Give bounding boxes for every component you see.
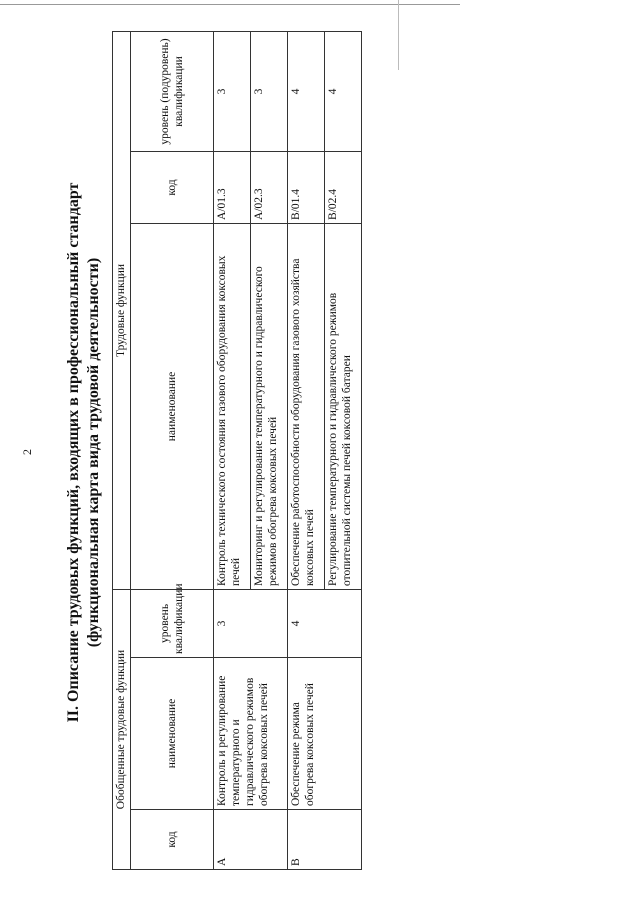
tf-level-cell: 3 <box>214 31 251 151</box>
group-generalized-header: Обобщенные трудовые функции <box>113 589 131 869</box>
table-row <box>214 31 251 869</box>
table-row <box>288 31 325 869</box>
gen-name-cell: Контроль и регулирование температурного и гидравлического режимов обогрева коксовых печей <box>214 658 288 810</box>
header-tf-name: наименование <box>131 223 214 589</box>
gen-level-cell: 4 <box>288 589 362 657</box>
header-tf-code: код <box>131 151 214 223</box>
tf-code-cell: B/01.4 <box>288 151 325 223</box>
gen-level-cell: 3 <box>214 589 288 657</box>
header-gen-level: уровень квалификации <box>131 589 214 657</box>
gen-name-cell: Обеспечение режима обогрева коксовых печей <box>288 658 362 810</box>
tf-name-cell: Регулирование температурного и гидравлического режимов отопительной системы печей коксовой батареи <box>325 223 362 589</box>
header-tf-level: уровень (подуровень) квалификации <box>131 31 214 151</box>
table-column-header-row <box>131 31 214 869</box>
group-labor-header: Трудовые функции <box>113 31 131 589</box>
tf-name-cell: Обеспечение работоспособности оборудования газового хозяйства коксовых печей <box>288 223 325 589</box>
gen-code-cell: B <box>288 810 362 870</box>
tf-code-cell: A/01.3 <box>214 151 251 223</box>
section-title: II. Описание трудовых функций, входящих в профессиональный стандарт <box>65 182 82 723</box>
tf-level-cell: 4 <box>288 31 325 151</box>
tf-level-cell: 3 <box>251 31 288 151</box>
functional-map-table <box>112 31 362 870</box>
tf-code-cell: A/02.3 <box>251 151 288 223</box>
table-group-header-row <box>113 31 131 869</box>
page-number: 2 <box>20 449 34 455</box>
header-gen-name: наименование <box>131 658 214 810</box>
gen-code-cell: A <box>214 810 288 870</box>
section-subtitle: (функциональная карта вида трудовой деятельности) <box>85 257 102 648</box>
tf-name-cell: Контроль технического состояния газового оборудования коксовых печей <box>214 223 251 589</box>
header-gen-code: код <box>131 810 214 870</box>
tf-code-cell: B/02.4 <box>325 151 362 223</box>
tf-level-cell: 4 <box>325 31 362 151</box>
tf-name-cell: Мониторинг и регулирование температурного и гидравлического режимов обогрева коксовых печей <box>251 223 288 589</box>
